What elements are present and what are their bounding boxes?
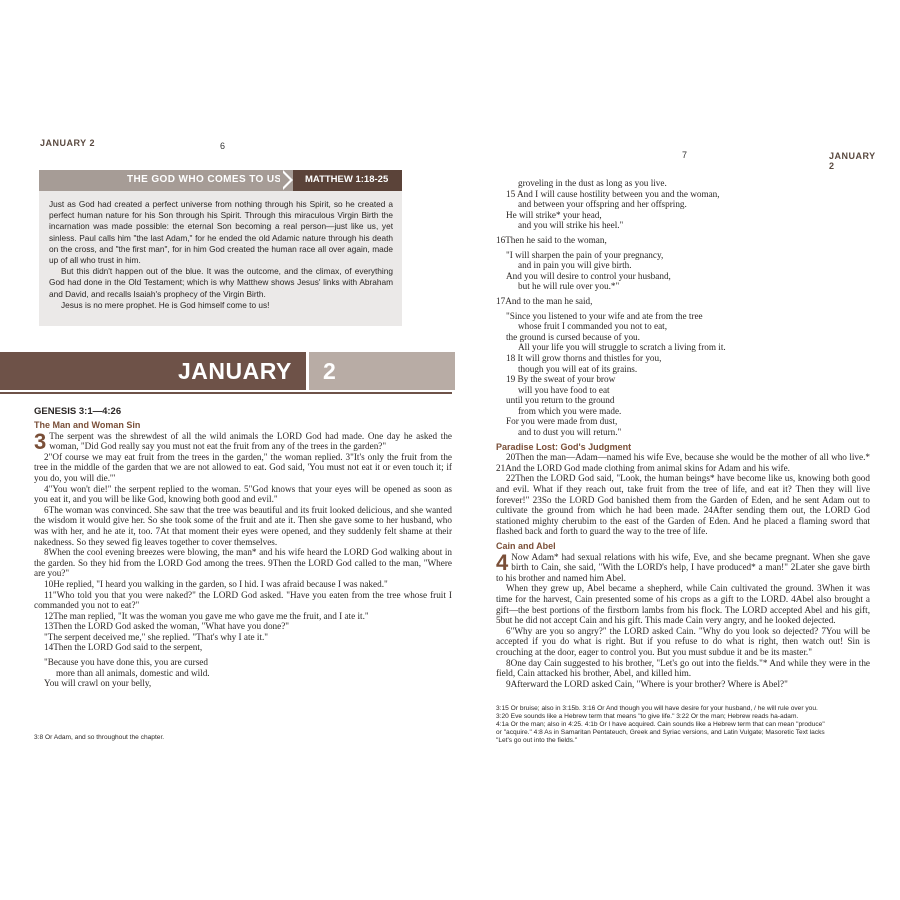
footnote: 3:15 Or bruise; also in 3:15b. 3:16 Or And though you will have desire for your husband, / he will rule over you. [496, 705, 818, 712]
day-banner [0, 352, 452, 390]
poetry-line: 19 By the sweat of your brow [506, 374, 616, 385]
verse-paragraph: 10He replied, "I heard you walking in the garden, so I hid. I was afraid because I was naked." [44, 578, 388, 589]
verse-paragraph: 11"Who told you that you were naked?" the LORD God asked. "Have you eaten from the tree whose fruit I commanded you not to eat?" [34, 589, 452, 611]
footnote: 3:8 Or Adam, and so throughout the chapter. [34, 734, 165, 741]
verse-paragraph: The serpent was the shrewdest of all the wild animals the LORD God had made. One day he asked the woman, "Did God really say you must not eat the fruit from any of the trees in the garden?" [49, 430, 452, 452]
right-page-number: 7 [682, 150, 688, 160]
poetry-block [496, 178, 870, 231]
poetry-line: and to dust you will return." [518, 427, 622, 438]
verse-paragraph: 14Then the LORD God said to the serpent, [44, 642, 203, 653]
left-footnotes [34, 734, 452, 742]
section-heading: The Man and Woman Sin [34, 420, 141, 430]
poetry-line: will you have food to eat [518, 384, 610, 395]
verse-paragraph: 6The woman was convinced. She saw that the tree was beautiful and its fruit looked delicious, and she wanted the wisdom it would give her. So she took some of the fruit and ate it. Then she gave some to her husband, who was with her, and he ate it, too. 7At that moment their eyes were opened, and they suddenly felt shame at their nakedness. So they sewed fig leaves together to cover themselves. [34, 504, 452, 547]
footnote: or "acquire." 4:8 As in Samaritan Pentateuch, Greek and Syriac versions, and Latin Vulgate; Masoretic Text lacks [496, 729, 825, 736]
right-running-head: JANUARY 2 [829, 151, 876, 171]
poetry-line: "Since you listened to your wife and ate from the tree [506, 310, 703, 321]
banner-rule [0, 392, 452, 394]
left-scripture-text [34, 420, 452, 693]
right-footnotes [496, 705, 870, 745]
poetry-block [34, 657, 452, 689]
poetry-line: 18 It will grow thorns and thistles for you, [506, 352, 662, 363]
feature-title: THE GOD WHO COMES TO US [127, 174, 282, 185]
chapter-number: 4 [496, 549, 509, 575]
verse-paragraph: 9Afterward the LORD asked Cain, "Where is your brother? Where is Abel?" [506, 678, 788, 689]
poetry-line: He will strike* your head, [506, 209, 602, 220]
right-page [496, 130, 876, 770]
verse-paragraph: 4"You won't die!" the serpent replied to the woman. 5"God knows that your eyes will be opened as soon as you eat it, and you will be like God, knowing both good and evil." [34, 483, 452, 505]
verse-paragraph: 12The man replied, "It was the woman you gave me who gave me the fruit, and I ate it." [44, 610, 369, 621]
poetry-line: and you will strike his heel." [518, 220, 624, 231]
feature-text [49, 199, 393, 311]
feature-title-bar [39, 170, 402, 191]
feature-box [39, 170, 402, 326]
poetry-line: "Because you have done this, you are cursed [44, 657, 208, 668]
verse-paragraph: "The serpent deceived me," she replied. "That's why I ate it." [44, 631, 269, 642]
verse-paragraph: 6"Why are you so angry?" the LORD asked Cain. "Why do you look so dejected? 7You will be accepted if you do what is right. But if you refuse to do what is right, then watch out! Sin is crouching at the door, eager to control you. But you must subdue it and be its master." [496, 625, 870, 657]
poetry-block [496, 250, 870, 292]
day-banner-number: 2 [323, 358, 336, 384]
poetry-line: though you will eat of its grains. [518, 363, 638, 374]
verse-paragraph: 20Then the man—Adam—named his wife Eve, because she would be the mother of all who live.* 21And the LORD God made clothing from animal skins for Adam and his wife. [496, 452, 870, 473]
poetry-line: groveling in the dust as long as you live. [518, 178, 667, 188]
chapter-number: 3 [34, 428, 47, 454]
feature-reference-tab [293, 170, 402, 191]
feature-reference: MATTHEW 1:18-25 [305, 174, 389, 185]
footnote: 3:20 Eve sounds like a Hebrew term that means "to give life." 3:22 Or the man; Hebrew reads ha-adam. [496, 713, 799, 720]
left-page-number: 6 [220, 141, 226, 151]
poetry-line: and between your offspring and her offspring. [518, 199, 687, 210]
verse-paragraph: 8When the cool evening breezes were blowing, the man* and his wife heard the LORD God walking about in the garden. So they hid from the LORD God among the trees. 9Then the LORD God called to the man, "Where are you?" [34, 547, 452, 579]
left-running-head: JANUARY 2 [40, 138, 96, 148]
poetry-block [496, 311, 870, 438]
section-heading: Paradise Lost: God's Judgment [496, 441, 632, 452]
verse-paragraph: 2"Of course we may eat fruit from the trees in the garden," the woman replied. 3"It's only the fruit from the tree in the middle of the garden that we are not allowed to eat. God said, 'You must not eat it or even touch it; if you do, you will die.'" [34, 451, 452, 483]
verse-paragraph: Now Adam* had sexual relations with his wife, Eve, and she became pregnant. When she gave birth to Cain, she said, "With the LORD's help, I have produced* a man!" 2Later she gave birth to his brother and named him Abel. [496, 551, 870, 583]
verse-paragraph: 22Then the LORD God said, "Look, the human beings* have become like us, knowing both good and evil. What if they reach out, take fruit from the tree of life, and eat it? Then they will live forever!" 23So the LORD God banished them from the Garden of Eden, and he sent Adam out to cultivate the ground from which he had been made. 24After sending them out, the LORD God stationed mighty cherubim to the east of the Garden of Eden. And he placed a flaming sword that flashed back and forth to guard the way to the tree of life. [496, 473, 870, 537]
poetry-line: "I will sharpen the pain of your pregnancy, [506, 249, 664, 260]
day-banner-number-box [306, 352, 455, 390]
right-scripture-text [496, 178, 870, 689]
poetry-line: For you were made from dust, [506, 416, 618, 427]
poetry-line: more than all animals, domestic and wild. [56, 667, 210, 678]
poetry-line: and in pain you will give birth. [518, 260, 632, 271]
feature-paragraph: Jesus is no mere prophet. He is God himself come to us! [61, 299, 270, 310]
verse-paragraph: 13Then the LORD God asked the woman, "What have you done?" [44, 621, 290, 632]
poetry-line: 15 And I will cause hostility between you and the woman, [506, 188, 720, 199]
poetry-line: but he will rule over you.*" [518, 281, 620, 292]
poetry-line: All your life you will struggle to scratch a living from it. [518, 342, 726, 353]
poetry-line: And you will desire to control your husband, [506, 270, 671, 281]
reading-reference: GENESIS 3:1—4:26 [34, 406, 122, 417]
feature-paragraph: Just as God had created a perfect universe from nothing through his Spirit, so he created a perfect human nature for his Son through his Spirit. Through this miraculous Virgin Birth the incarnation was made possible: the eternal Son becoming a real person—just like us, yet sinless. Paul calls him "the last Adam," for he ended the old Adamic nature through his death on the cross, and "the first man", for in him God created the human race all over again, made up of all who trust in him. [49, 199, 393, 266]
left-page [34, 130, 452, 770]
verse-paragraph: 16Then he said to the woman, [496, 234, 607, 245]
verse-paragraph: 8One day Cain suggested to his brother, "Let's go out into the fields."* And while they were in the field, Cain attacked his brother, Abel, and killed him. [496, 657, 870, 679]
poetry-line: from which you were made. [518, 405, 622, 416]
feature-paragraph: But this didn't happen out of the blue. It was the outcome, and the climax, of everything God had done in the Old Testament; which is why Matthew shows Jesus' links with Abraham and David, and recalls Isaiah's prophecy of the Virgin Birth. [49, 266, 393, 299]
footnote: 4:1a Or the man; also in 4:25. 4:1b Or I have acquired. Cain sounds like a Hebrew term that can mean "produce" [496, 721, 825, 728]
verse-paragraph: 17And to the man he said, [496, 295, 593, 306]
poetry-line: whose fruit I commanded you not to eat, [518, 321, 668, 332]
footnote: "Let's go out into the fields." [496, 737, 578, 744]
poetry-line: until you return to the ground [506, 395, 615, 406]
section-heading: Cain and Abel [496, 541, 556, 551]
poetry-line: the ground is cursed because of you. [506, 331, 640, 342]
poetry-line: You will crawl on your belly, [44, 678, 152, 689]
verse-paragraph: When they grew up, Abel became a shepherd, while Cain cultivated the ground. 3When it was time for the harvest, Cain presented some of his crops as a gift to the LORD. 4Abel also brought a gift—the best portions of the firstborn lambs from his flock. The LORD accepted Abel and his gift, 5but he did not accept Cain and his gift. This made Cain very angry, and he looked dejected. [496, 583, 870, 626]
day-banner-month: JANUARY [178, 358, 292, 384]
